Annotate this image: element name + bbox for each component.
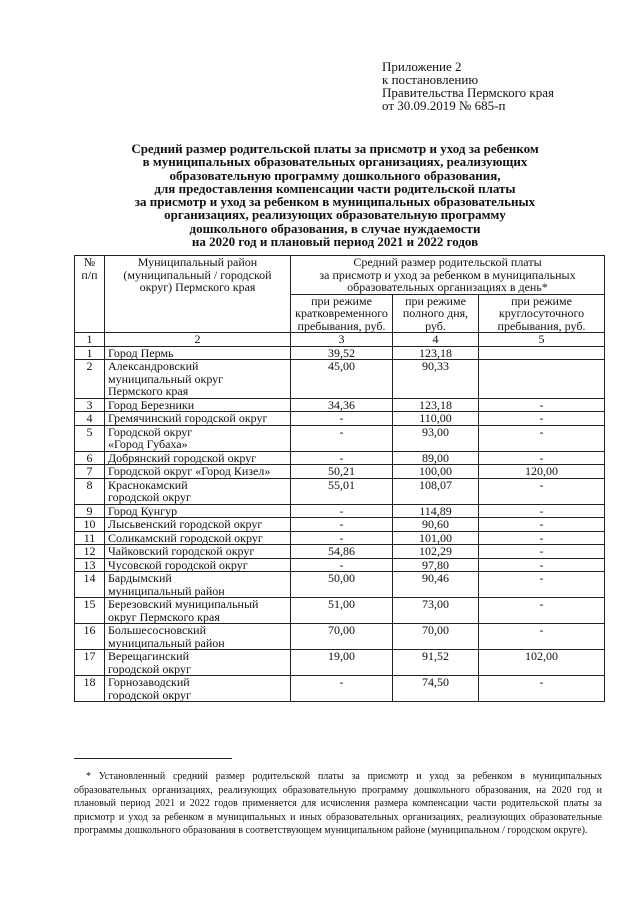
header-full-day: при режиме полного дня, руб. bbox=[393, 294, 479, 333]
district-name: Большесосновский муниципальный район bbox=[105, 624, 291, 650]
table-body bbox=[75, 346, 605, 702]
table-row bbox=[75, 465, 605, 479]
round-the-clock-fee: - bbox=[479, 478, 605, 504]
header-round-the-clock: при режиме круглосуточного пребывания, руб. bbox=[479, 294, 605, 333]
short-stay-fee: 34,36 bbox=[291, 398, 393, 412]
appendix-block bbox=[382, 60, 622, 112]
district-name: Город Березники bbox=[105, 398, 291, 412]
table-row bbox=[75, 504, 605, 518]
round-the-clock-fee: - bbox=[479, 531, 605, 545]
full-day-fee: 101,00 bbox=[393, 531, 479, 545]
short-stay-fee: - bbox=[291, 676, 393, 702]
table-row bbox=[75, 360, 605, 399]
district-name: Гремячинский городской округ bbox=[105, 412, 291, 426]
short-stay-fee: - bbox=[291, 451, 393, 465]
short-stay-fee: 51,00 bbox=[291, 598, 393, 624]
appendix-label: Приложение 2 bbox=[382, 59, 462, 74]
row-number: 14 bbox=[75, 572, 105, 598]
full-day-fee: 91,52 bbox=[393, 650, 479, 676]
title-line: образовательную программу дошкольного образования, bbox=[169, 167, 501, 183]
round-the-clock-fee: - bbox=[479, 518, 605, 532]
round-the-clock-fee: - bbox=[479, 572, 605, 598]
table-row bbox=[75, 412, 605, 426]
round-the-clock-fee: - bbox=[479, 676, 605, 702]
district-name: Александровский муниципальный округ Пермского края bbox=[105, 360, 291, 399]
table-row bbox=[75, 451, 605, 465]
round-the-clock-fee: 102,00 bbox=[479, 650, 605, 676]
table-row bbox=[75, 650, 605, 676]
district-name: Городской округ «Город Кизел» bbox=[105, 465, 291, 479]
header-short-stay: при режиме кратковременного пребывания, руб. bbox=[291, 294, 393, 333]
short-stay-fee: 50,21 bbox=[291, 465, 393, 479]
appendix-authority: Правительства Пермского края bbox=[382, 85, 554, 100]
round-the-clock-fee: - bbox=[479, 504, 605, 518]
full-day-fee: 90,60 bbox=[393, 518, 479, 532]
header-average-fee: Средний размер родительской платы за присмотр и уход за ребенком в муниципальных образовательных организациях в день* bbox=[291, 256, 605, 295]
row-number: 9 bbox=[75, 504, 105, 518]
short-stay-fee: 55,01 bbox=[291, 478, 393, 504]
district-name: Верещагинский городской округ bbox=[105, 650, 291, 676]
short-stay-fee: 39,52 bbox=[291, 346, 393, 360]
short-stay-fee: - bbox=[291, 425, 393, 451]
column-number: 2 bbox=[105, 333, 291, 347]
column-number: 4 bbox=[393, 333, 479, 347]
round-the-clock-fee bbox=[479, 360, 605, 399]
table-row bbox=[75, 398, 605, 412]
district-name: Город Кунгур bbox=[105, 504, 291, 518]
title-line: для предоставления компенсации части родительской платы bbox=[154, 180, 516, 196]
full-day-fee: 114,89 bbox=[393, 504, 479, 518]
row-number: 2 bbox=[75, 360, 105, 399]
row-number: 8 bbox=[75, 478, 105, 504]
table-row bbox=[75, 346, 605, 360]
full-day-fee: 93,00 bbox=[393, 425, 479, 451]
row-number: 16 bbox=[75, 624, 105, 650]
full-day-fee: 89,00 bbox=[393, 451, 479, 465]
table-row bbox=[75, 478, 605, 504]
district-name: Соликамский городской округ bbox=[105, 531, 291, 545]
footnote: * Установленный средний размер родительской платы за присмотр и уход за ребенком в муниципальных образовательных организациях, реализующих образовательную программу дошкольного образования, на 2020 год и плановый период 2021 и 2022 годов применяется для исчисления размера компенсации части родительской платы за присмотр и уход за ребенком в муниципальных и иных образовательных организациях, реализующих образовательные программы дошкольного образования в соответствующем муниципальном районе (муниципальном / городском округе). bbox=[74, 771, 602, 837]
full-day-fee: 108,07 bbox=[393, 478, 479, 504]
column-number: 3 bbox=[291, 333, 393, 347]
row-number: 6 bbox=[75, 451, 105, 465]
round-the-clock-fee: - bbox=[479, 624, 605, 650]
row-number: 17 bbox=[75, 650, 105, 676]
row-number: 5 bbox=[75, 425, 105, 451]
row-number: 1 bbox=[75, 346, 105, 360]
fee-table bbox=[74, 255, 605, 702]
row-number: 13 bbox=[75, 558, 105, 572]
table-row bbox=[75, 572, 605, 598]
document-title bbox=[70, 142, 600, 248]
district-name: Березовский муниципальный округ Пермского края bbox=[105, 598, 291, 624]
title-line: Средний размер родительской платы за присмотр и уход за ребенком bbox=[131, 141, 539, 156]
short-stay-fee: - bbox=[291, 531, 393, 545]
row-number: 10 bbox=[75, 518, 105, 532]
title-line: за присмотр и уход за ребенком в муниципальных образовательных bbox=[134, 194, 536, 210]
district-name: Городской округ «Город Губаха» bbox=[105, 425, 291, 451]
row-number: 7 bbox=[75, 465, 105, 479]
round-the-clock-fee: 120,00 bbox=[479, 465, 605, 479]
full-day-fee: 123,18 bbox=[393, 398, 479, 412]
column-number-row bbox=[75, 333, 605, 347]
header-district: Муниципальный район (муниципальный / городской округ) Пермского края bbox=[105, 256, 291, 333]
title-line: организациях, реализующих образовательную программу bbox=[164, 207, 506, 223]
round-the-clock-fee: - bbox=[479, 545, 605, 559]
district-name: Бардымский муниципальный район bbox=[105, 572, 291, 598]
row-number: 15 bbox=[75, 598, 105, 624]
district-name: Горнозаводский городской округ bbox=[105, 676, 291, 702]
full-day-fee: 102,29 bbox=[393, 545, 479, 559]
full-day-fee: 73,00 bbox=[393, 598, 479, 624]
full-day-fee: 70,00 bbox=[393, 624, 479, 650]
short-stay-fee: 54,86 bbox=[291, 545, 393, 559]
round-the-clock-fee: - bbox=[479, 558, 605, 572]
round-the-clock-fee: - bbox=[479, 398, 605, 412]
row-number: 11 bbox=[75, 531, 105, 545]
table-row bbox=[75, 545, 605, 559]
header-number: № п/п bbox=[75, 256, 105, 333]
district-name: Чайковский городской округ bbox=[105, 545, 291, 559]
row-number: 4 bbox=[75, 412, 105, 426]
table-row bbox=[75, 558, 605, 572]
round-the-clock-fee: - bbox=[479, 598, 605, 624]
full-day-fee: 74,50 bbox=[393, 676, 479, 702]
full-day-fee: 97,80 bbox=[393, 558, 479, 572]
table-row bbox=[75, 425, 605, 451]
short-stay-fee: 50,00 bbox=[291, 572, 393, 598]
full-day-fee: 100,00 bbox=[393, 465, 479, 479]
row-number: 12 bbox=[75, 545, 105, 559]
table-row bbox=[75, 676, 605, 702]
table-row bbox=[75, 598, 605, 624]
round-the-clock-fee: - bbox=[479, 425, 605, 451]
table-row bbox=[75, 518, 605, 532]
short-stay-fee: - bbox=[291, 558, 393, 572]
round-the-clock-fee: - bbox=[479, 451, 605, 465]
title-line: в муниципальных образовательных организациях, реализующих bbox=[142, 154, 528, 170]
district-name: Лысьвенский городской округ bbox=[105, 518, 291, 532]
column-number: 5 bbox=[479, 333, 605, 347]
row-number: 3 bbox=[75, 398, 105, 412]
full-day-fee: 90,33 bbox=[393, 360, 479, 399]
short-stay-fee: 45,00 bbox=[291, 360, 393, 399]
round-the-clock-fee: - bbox=[479, 412, 605, 426]
round-the-clock-fee bbox=[479, 346, 605, 360]
full-day-fee: 123,18 bbox=[393, 346, 479, 360]
district-name: Краснокамский городской округ bbox=[105, 478, 291, 504]
table-row bbox=[75, 531, 605, 545]
title-line: на 2020 год и плановый период 2021 и 2022 годов bbox=[191, 234, 479, 250]
table-row bbox=[75, 624, 605, 650]
short-stay-fee: - bbox=[291, 412, 393, 426]
appendix-resolution: к постановлению bbox=[382, 72, 479, 87]
title-line: дошкольного образования, в случае нуждаемости bbox=[189, 220, 481, 236]
row-number: 18 bbox=[75, 676, 105, 702]
district-name: Добрянский городской округ bbox=[105, 451, 291, 465]
column-number: 1 bbox=[75, 333, 105, 347]
short-stay-fee: 70,00 bbox=[291, 624, 393, 650]
short-stay-fee: 19,00 bbox=[291, 650, 393, 676]
full-day-fee: 90,46 bbox=[393, 572, 479, 598]
short-stay-fee: - bbox=[291, 518, 393, 532]
footnote-separator bbox=[74, 758, 232, 759]
full-day-fee: 110,00 bbox=[393, 412, 479, 426]
district-name: Чусовской городской округ bbox=[105, 558, 291, 572]
district-name: Город Пермь bbox=[105, 346, 291, 360]
short-stay-fee: - bbox=[291, 504, 393, 518]
appendix-date-number: от 30.09.2019 № 685-п bbox=[382, 98, 506, 113]
